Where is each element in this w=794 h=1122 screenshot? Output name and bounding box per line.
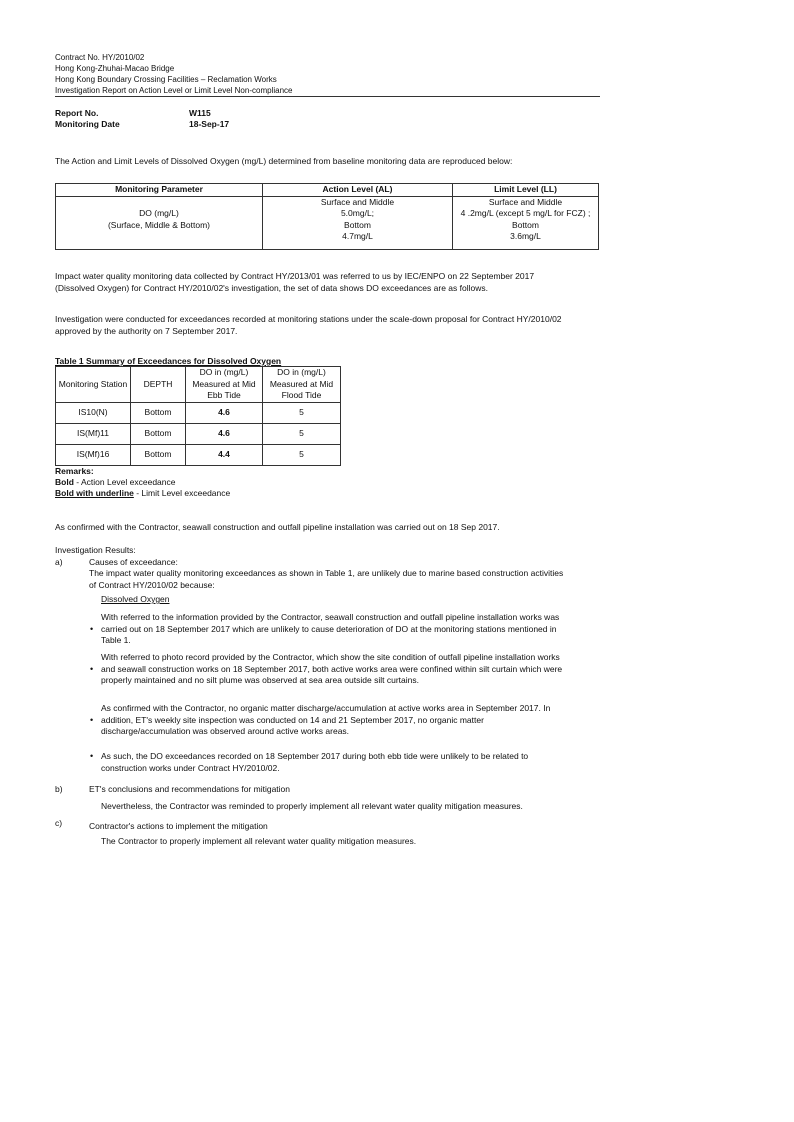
header-line: Investigation Report on Action Level or Limit Level Non-compliance [55,86,293,95]
header-divider [55,96,600,97]
header-line: Contract No. HY/2010/02 [55,53,145,62]
intro-text: The Action and Limit Levels of Dissolved Oxygen (mg/L) determined from baseline monitoring data are reproduced below: [55,156,513,166]
action-level-cell: Surface and Middle 5.0mg/L; Bottom 4.7mg/L [263,196,453,249]
flood-value-cell: 5 [263,402,341,423]
station-cell: IS(Mf)11 [56,423,131,444]
depth-cell: Bottom [131,444,186,465]
column-header: Action Level (AL) [263,184,453,197]
station-cell: IS10(N) [56,402,131,423]
bullet-icon: • [90,715,94,725]
confirmation-text: As confirmed with the Contractor, seawall construction and outfall pipeline installation was carried out on 18 Sep 2017. [55,522,500,532]
bullet-paragraph: As such, the DO exceedances recorded on 18 September 2017 during both ebb tide were unlikely to be related to construction works under Contract HY/2010/02. [101,751,529,773]
parameter-depths: (Surface, Middle & Bottom) [107,219,211,230]
station-cell: IS(Mf)16 [56,444,131,465]
ebb-value-cell: 4.6 [186,423,263,444]
section-a-marker: a) [55,557,63,567]
flood-value-cell: 5 [263,423,341,444]
ebb-tide-header: DO in (mg/L) Measured at Mid Ebb Tide [186,367,263,403]
column-header: Monitoring Parameter [56,184,263,197]
bullet-paragraph: With referred to the information provided by the Contractor, seawall construction and outfall pipeline installation works was carried out on 18 September 2017 which are unlikely to cause deterioration of DO at the monitoring stations mentioned in Table 1. [101,612,560,645]
section-b-text: Nevertheless, the Contractor was reminded to properly implement all relevant water quality mitigation measures. [101,801,523,811]
depth-cell: Bottom [131,402,186,423]
investigation-paragraph: Investigation were conducted for exceedances recorded at monitoring stations under the scale-down proposal for Contract HY/2010/02 approved by the authority on 7 September 2017. [55,314,562,336]
section-c-text: The Contractor to properly implement all relevant water quality mitigation measures. [101,836,417,846]
section-b-title: ET's conclusions and recommendations for mitigation [89,784,290,794]
limit-level-cell: Surface and Middle 4 .2mg/L (except 5 mg/L for FCZ) ; Bottom 3.6mg/L [453,196,599,249]
section-a-title: Causes of exceedance: [89,557,178,567]
monitoring-date-label: Monitoring Date [55,119,120,129]
document-header [55,52,600,96]
bullet-paragraph: As confirmed with the Contractor, no organic matter discharge/accumulation at active works area in September 2017. In addition, ET's weekly site inspection was conducted on 14 and 21 September 2017, no organic matter discharge/accumulation was observed around active works areas. [101,703,551,736]
parameter-cell [56,196,263,249]
table-row [56,402,341,423]
table-header-row [56,184,599,197]
bullet-icon: • [90,751,94,761]
section-b-marker: b) [55,784,63,794]
report-no-label: Report No. [55,108,99,118]
depth-header: DEPTH [131,367,186,403]
remark-underline: Bold with underline - Limit Level exceedance [55,488,231,498]
bullet-paragraph: With referred to photo record provided by the Contractor, which show the site condition of outfall pipeline installation works and seawall construction works on 18 September 2017, both active works area were confined within silt curtain which were properly maintained and no silt plume was observed at sea area outside silt curtains. [101,652,563,685]
station-header: Monitoring Station [56,367,131,403]
section-c-title: Contractor's actions to implement the mitigation [89,821,268,831]
monitoring-date-value: 18-Sep-17 [189,119,230,129]
section-a-intro: The impact water quality monitoring exceedances as shown in Table 1, are unlikely due to marine based construction activities of Contract HY/2010/02 because: [89,568,564,590]
bullet-icon: • [90,624,94,634]
depth-cell: Bottom [131,423,186,444]
table1-title: Table 1 Summary of Exceedances for Dissolved Oxygen [55,356,282,366]
column-header: Limit Level (LL) [453,184,599,197]
table-row [56,196,599,249]
action-limit-table [55,183,599,250]
section-c-marker: c) [55,818,63,828]
table-header-row [56,367,341,403]
dissolved-oxygen-subheading: Dissolved Oxygen [101,594,170,604]
parameter-name: DO (mg/L) [139,208,179,218]
bullet-icon: • [90,664,94,674]
flood-value-cell: 5 [263,444,341,465]
impact-data-paragraph: Impact water quality monitoring data collected by Contract HY/2013/01 was referred to us by IEC/ENPO on 22 September 2017 (Dissolved Oxygen) for Contract HY/2010/02's investigation, the set of data shows DO exceedances are as follows. [55,271,535,293]
header-line: Hong Kong-Zhuhai-Macao Bridge [55,64,175,73]
ebb-value-cell: 4.4 [186,444,263,465]
report-no-value: W115 [189,108,211,118]
header-line: Hong Kong Boundary Crossing Facilities – Reclamation Works [55,75,277,84]
flood-tide-header: DO in (mg/L) Measured at Mid Flood Tide [263,367,341,403]
exceedance-table [55,366,341,466]
table-row [56,444,341,465]
remark-bold: Bold - Action Level exceedance [55,477,176,487]
ebb-value-cell: 4.6 [186,402,263,423]
remarks-title: Remarks: [55,466,94,476]
table-row [56,423,341,444]
investigation-heading: Investigation Results: [55,545,136,555]
